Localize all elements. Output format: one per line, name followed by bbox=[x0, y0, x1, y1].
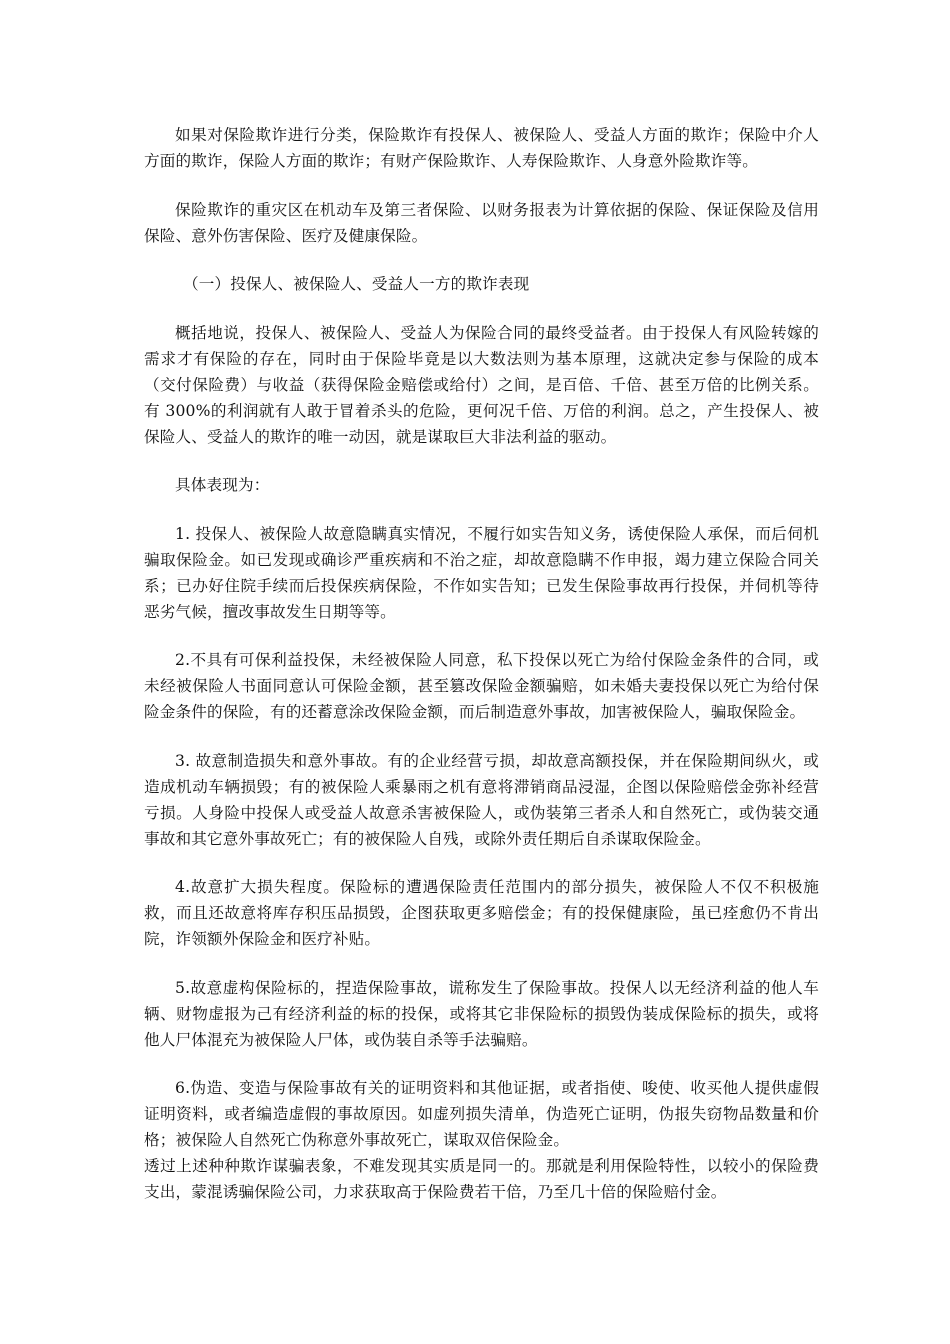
list-item-3: 3. 故意制造损失和意外事故。有的企业经营亏损，却故意高额投保，并在保险期间纵火，或造成机动车辆损毁；有的被保险人乘暴雨之机有意将滞销商品浸湿，企图以保险赔偿金弥补经营亏损。人身险中投保人或受益人故意杀害被保险人，或伪装第三者杀人和自然死亡，或伪装交通事故和其它意外事故死亡；有的被保险人自残，或除外责任期后自杀谋取保险金。 bbox=[144, 751, 819, 848]
paragraph-summary: 概括地说，投保人、被保险人、受益人为保险合同的最终受益者。由于投保人有风险转嫁的需求才有保险的存在，同时由于保险毕竟是以大数法则为基本原理，这就决定参与保险的成本（交付保险费）与收益（获得保险金赔偿或给付）之间，是百倍、千倍、甚至万倍的比例关系。有 300%的利润就有人敢于冒着杀头的危险，更何况千倍、万倍的利润。总之，产生投保人、被保险人、受益人的欺诈的唯一动因，就是谋取巨大非法利益的驱动。 bbox=[144, 323, 819, 446]
paragraph-disaster-areas: 保险欺诈的重灾区在机动车及第三者保险、以财务报表为计算依据的保险、保证保险及信用保险、意外伤害保险、医疗及健康保险。 bbox=[144, 200, 819, 245]
list-item-5: 5.故意虚构保险标的，捏造保险事故，谎称发生了保险事故。投保人以无经济利益的他人车辆、财物虚报为己有经济利益的标的投保，或将其它非保险标的损毁伪装成保险标的损失，或将他人尸体混充为被保险人尸体，或伪装自杀等手法骗赔。 bbox=[144, 978, 819, 1049]
document-body bbox=[144, 122, 819, 1205]
list-item-2: 2.不具有可保利益投保，未经被保险人同意，私下投保以死亡为给付保险金条件的合同，或未经被保险人书面同意认可保险金额，甚至篡改保险金额骗赔，如未婚夫妻投保以死亡为给付保险金条件的保险，有的还蓄意涂改保险金额，而后制造意外事故，加害被保险人，骗取保险金。 bbox=[144, 651, 819, 721]
list-item-1: 1. 投保人、被保险人故意隐瞒真实情况，不履行如实告知义务，诱使保险人承保，而后伺机骗取保险金。如已发现或确诊严重疾病和不治之症，却故意隐瞒不作申报，竭力建立保险合同关系；已办好住院手续而后投保疾病保险，不作如实告知；已发生保险事故再行投保，并伺机等待恶劣气候，擅改事故发生日期等等。 bbox=[144, 524, 819, 621]
list-item-4: 4.故意扩大损失程度。保险标的遭遇保险责任范围内的部分损失，被保险人不仅不积极施救，而且还故意将库存积压品损毁，企图获取更多赔偿金；有的投保健康险，虽已痊愈仍不肯出院，诈领额外保险金和医疗补贴。 bbox=[144, 878, 819, 948]
section-heading: （一）投保人、被保险人、受益人一方的欺诈表现 bbox=[183, 275, 530, 293]
paragraph-specifics-intro: 具体表现为： bbox=[175, 476, 270, 494]
list-item-6: 6.伪造、变造与保险事故有关的证明资料和其他证据，或者指使、唆使、收买他人提供虚假证明资料，或者编造虚假的事故原因。如虚列损失清单，伪造死亡证明，伪报失窃物品数量和价格；被保险人自然死亡伪称意外事故死亡，谋取双倍保险金。 bbox=[144, 1079, 819, 1149]
paragraph-conclusion: 透过上述种种欺诈谋骗表象，不难发现其实质是同一的。那就是利用保险特性，以较小的保险费支出，蒙混诱骗保险公司，力求获取高于保险费若干倍，乃至几十倍的保险赔付金。 bbox=[144, 1157, 819, 1201]
paragraph-classification: 如果对保险欺诈进行分类，保险欺诈有投保人、被保险人、受益人方面的欺诈；保险中介人方面的欺诈，保险人方面的欺诈；有财产保险欺诈、人寿保险欺诈、人身意外险欺诈等。 bbox=[144, 126, 819, 170]
